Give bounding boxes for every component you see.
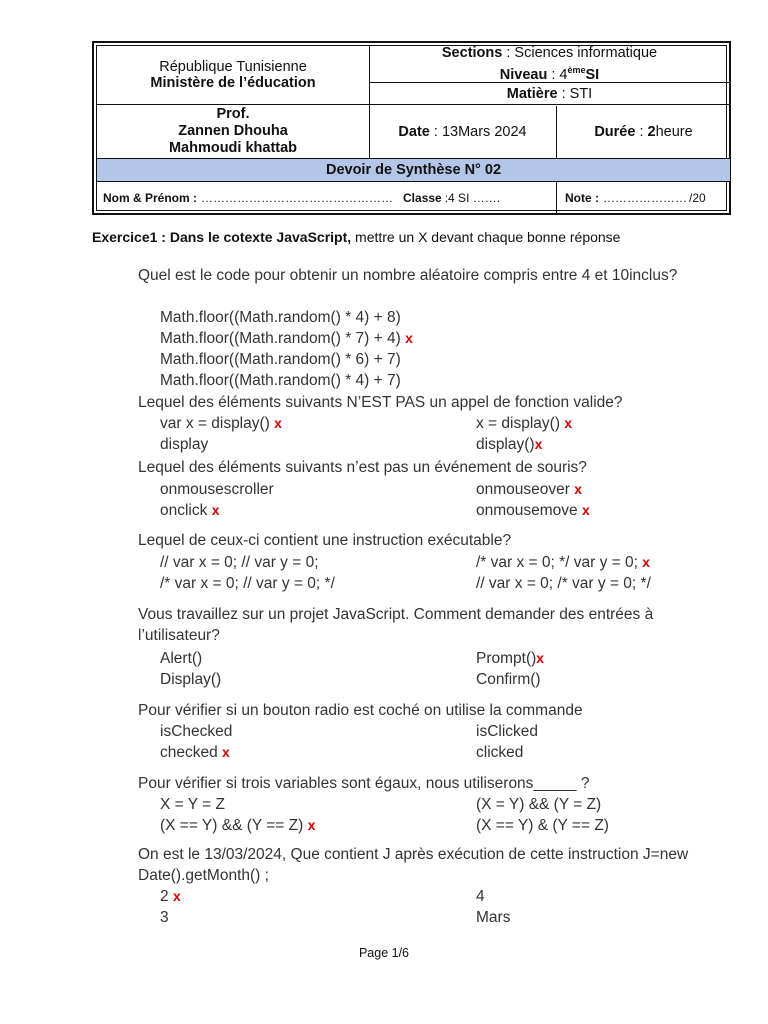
- date-label: Date: [398, 123, 430, 140]
- prof-cell: [97, 105, 369, 158]
- duree-cell: Durée : 2heure: [594, 123, 693, 140]
- question-2: Lequel des éléments suivants N’EST PAS un appel de fonction valide?: [138, 394, 623, 411]
- answer-mark: x: [642, 554, 651, 570]
- exercise-title-bold: Exercice1 : Dans le cotexte JavaScript,: [92, 229, 352, 245]
- duree-unit: heure: [655, 123, 693, 140]
- exam-header-table: [92, 41, 731, 215]
- q7-option-b[interactable]: (X = Y) && (Y = Z): [476, 796, 602, 813]
- answer-mark: x: [574, 481, 583, 497]
- q4-option-c[interactable]: /* var x = 0; // var y = 0; */: [160, 575, 335, 592]
- matiere-value: STI: [569, 85, 593, 102]
- prof-name-1: Zannen Dhouha: [178, 123, 288, 139]
- exam-header-inner: [96, 45, 727, 211]
- note-total: /20: [689, 191, 706, 205]
- note-dots[interactable]: …………………: [603, 191, 687, 205]
- note-label: Note :: [565, 191, 599, 205]
- sections-line: Sections : Sciences informatique: [441, 44, 658, 61]
- q1-option-c[interactable]: Math.floor((Math.random() * 6) + 7): [160, 351, 401, 368]
- answer-mark: x: [405, 330, 413, 346]
- question-1: Quel est le code pour obtenir un nombre aléatoire compris entre 4 et 10inclus?: [138, 267, 678, 284]
- devoir-title: Devoir de Synthèse N° 02: [97, 158, 730, 182]
- niveau-sup: ème: [567, 64, 586, 75]
- niveau-suffix: SI: [585, 66, 600, 83]
- q4-option-b[interactable]: /* var x = 0; */ var y = 0; x: [476, 554, 651, 571]
- nom-dots[interactable]: …………………………………………: [201, 191, 394, 205]
- question-5: Vous travaillez sur un projet JavaScript. Comment demander des entrées à l’utilisateur?: [138, 606, 654, 644]
- q1-option-d[interactable]: Math.floor((Math.random() * 4) + 7): [160, 372, 401, 389]
- q3-option-d[interactable]: onmousemove x: [476, 502, 590, 519]
- page-number: Page 1/6: [358, 946, 410, 960]
- nom-label: Nom & Prénom :: [103, 191, 198, 205]
- date-value: 13Mars 2024: [441, 123, 527, 140]
- question-4: Lequel de ceux-ci contient une instruction exécutable?: [138, 532, 512, 549]
- q2-option-a[interactable]: var x = display() x: [160, 415, 282, 432]
- q7-option-a[interactable]: X = Y = Z: [160, 796, 225, 813]
- answer-mark: x: [581, 502, 590, 518]
- q2-option-c[interactable]: display: [160, 436, 209, 453]
- answer-mark: x: [222, 744, 230, 760]
- sections-cell: [369, 46, 730, 82]
- q2-option-d[interactable]: display()x: [476, 436, 543, 453]
- answer-mark: x: [307, 817, 316, 833]
- prof-label: Prof.: [216, 106, 250, 122]
- q5-option-c[interactable]: Display(): [160, 671, 222, 688]
- matiere-label: Matière: [506, 85, 558, 102]
- q6-option-a[interactable]: isChecked: [160, 723, 233, 740]
- prof-name-2: Mahmoudi khattab: [168, 140, 298, 156]
- note-cell: [565, 182, 730, 214]
- exercise-instruction: mettre un X devant chaque bonne réponse: [355, 229, 621, 245]
- q6-option-d[interactable]: clicked: [476, 744, 524, 761]
- exercise-title: [92, 229, 620, 245]
- answer-mark: x: [172, 888, 181, 904]
- q5-option-d[interactable]: Confirm(): [476, 671, 541, 688]
- q5-option-b[interactable]: Prompt()x: [476, 650, 545, 667]
- answer-mark: x: [274, 415, 282, 431]
- q1-option-b[interactable]: Math.floor((Math.random() * 7) + 4) x: [160, 330, 413, 347]
- republic-text: République Tunisienne: [159, 59, 307, 75]
- q4-option-d[interactable]: // var x = 0; /* var y = 0; */: [476, 575, 651, 592]
- q8-option-d[interactable]: Mars: [476, 909, 511, 926]
- sections-label: Sections: [441, 44, 503, 61]
- date-cell: Date : 13Mars 2024: [398, 123, 527, 140]
- answer-mark: x: [536, 650, 545, 666]
- student-info-cell: [103, 182, 553, 214]
- divider: [556, 182, 557, 214]
- classe-label: Classe: [403, 191, 442, 205]
- q6-option-b[interactable]: isClicked: [476, 723, 539, 740]
- question-8: On est le 13/03/2024, Que contient J après exécution de cette instruction J=new Date().getMonth() ;: [138, 846, 689, 884]
- q8-option-a[interactable]: 2 x: [160, 888, 181, 905]
- ministry-text: Ministère de l’éducation: [150, 75, 316, 91]
- q1-option-a[interactable]: Math.floor((Math.random() * 4) + 8): [160, 309, 401, 326]
- q3-option-a[interactable]: onmousescroller: [160, 481, 274, 498]
- q5-option-a[interactable]: Alert(): [160, 650, 203, 667]
- ministry-cell: [97, 46, 369, 104]
- q3-option-c[interactable]: onclick x: [160, 502, 220, 519]
- duree-label: Durée: [594, 123, 636, 140]
- q6-option-c[interactable]: checked x: [160, 744, 230, 761]
- q3-option-b[interactable]: onmouseover x: [476, 481, 583, 498]
- niveau-label: Niveau: [499, 66, 548, 83]
- q8-option-c[interactable]: 3: [160, 909, 169, 926]
- matiere-cell: Matière : STI: [506, 85, 593, 102]
- duree-num: 2: [647, 123, 656, 140]
- answer-mark: x: [211, 502, 220, 518]
- classe-value[interactable]: :4 SI …….: [444, 191, 501, 205]
- q7-option-c[interactable]: (X == Y) && (Y == Z) x: [160, 817, 316, 834]
- answer-mark: x: [564, 415, 573, 431]
- answer-mark: x: [534, 436, 543, 452]
- question-3: Lequel des éléments suivants n’est pas un événement de souris?: [138, 459, 587, 476]
- q7-option-d[interactable]: (X == Y) & (Y == Z): [476, 817, 609, 834]
- q4-option-a[interactable]: // var x = 0; // var y = 0;: [160, 554, 319, 571]
- question-6: Pour vérifier si un bouton radio est coché on utilise la commande: [138, 702, 583, 719]
- q2-option-b[interactable]: x = display() x: [476, 415, 573, 432]
- q8-option-b[interactable]: 4: [476, 888, 485, 905]
- sections-value: Sciences informatique: [514, 44, 658, 61]
- niveau-line: Niveau : 4èmeSI: [499, 64, 600, 83]
- niveau-value: 4: [559, 66, 568, 83]
- question-7: Pour vérifier si trois variables sont égaux, nous utiliserons_____ ?: [138, 775, 590, 792]
